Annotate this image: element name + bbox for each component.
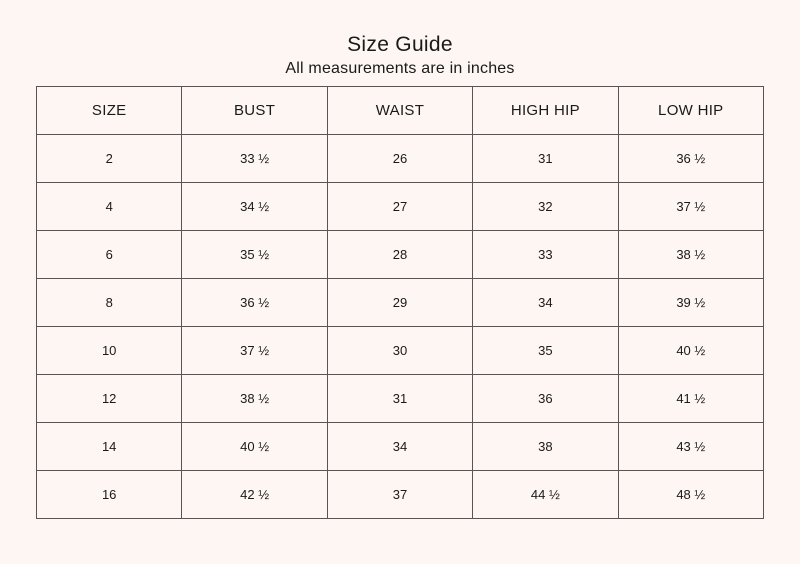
cell-high-hip: 38: [473, 423, 618, 471]
header-low-hip: LOW HIP: [618, 87, 763, 135]
cell-waist: 26: [327, 135, 472, 183]
cell-size: 16: [37, 471, 182, 519]
cell-size: 12: [37, 375, 182, 423]
cell-waist: 27: [327, 183, 472, 231]
cell-size: 4: [37, 183, 182, 231]
table-row: [37, 423, 764, 471]
cell-size: 6: [37, 231, 182, 279]
cell-low-hip: 43 ½: [618, 423, 763, 471]
header-size: SIZE: [37, 87, 182, 135]
table-row: [37, 327, 764, 375]
cell-bust: 33 ½: [182, 135, 327, 183]
cell-waist: 37: [327, 471, 472, 519]
cell-high-hip: 34: [473, 279, 618, 327]
cell-low-hip: 36 ½: [618, 135, 763, 183]
header-bust: BUST: [182, 87, 327, 135]
cell-bust: 37 ½: [182, 327, 327, 375]
header-row: [37, 87, 764, 135]
cell-size: 10: [37, 327, 182, 375]
cell-waist: 31: [327, 375, 472, 423]
cell-bust: 42 ½: [182, 471, 327, 519]
cell-high-hip: 36: [473, 375, 618, 423]
cell-low-hip: 39 ½: [618, 279, 763, 327]
table-header: [37, 87, 764, 135]
cell-bust: 40 ½: [182, 423, 327, 471]
cell-bust: 34 ½: [182, 183, 327, 231]
table-row: [37, 471, 764, 519]
cell-bust: 36 ½: [182, 279, 327, 327]
cell-waist: 34: [327, 423, 472, 471]
cell-low-hip: 48 ½: [618, 471, 763, 519]
table-row: [37, 183, 764, 231]
header-high-hip: HIGH HIP: [473, 87, 618, 135]
cell-size: 2: [37, 135, 182, 183]
cell-bust: 35 ½: [182, 231, 327, 279]
cell-low-hip: 38 ½: [618, 231, 763, 279]
cell-high-hip: 32: [473, 183, 618, 231]
header-waist: WAIST: [327, 87, 472, 135]
table-row: [37, 231, 764, 279]
table-row: [37, 135, 764, 183]
cell-waist: 30: [327, 327, 472, 375]
cell-size: 8: [37, 279, 182, 327]
cell-high-hip: 33: [473, 231, 618, 279]
page-title: Size Guide: [347, 33, 453, 56]
table-row: [37, 375, 764, 423]
table-body: [37, 135, 764, 519]
table-row: [37, 279, 764, 327]
cell-size: 14: [37, 423, 182, 471]
cell-low-hip: 40 ½: [618, 327, 763, 375]
size-table: [36, 86, 764, 519]
cell-low-hip: 41 ½: [618, 375, 763, 423]
page-subtitle: All measurements are in inches: [285, 60, 515, 77]
cell-high-hip: 35: [473, 327, 618, 375]
cell-high-hip: 44 ½: [473, 471, 618, 519]
cell-waist: 29: [327, 279, 472, 327]
cell-waist: 28: [327, 231, 472, 279]
cell-high-hip: 31: [473, 135, 618, 183]
cell-bust: 38 ½: [182, 375, 327, 423]
cell-low-hip: 37 ½: [618, 183, 763, 231]
